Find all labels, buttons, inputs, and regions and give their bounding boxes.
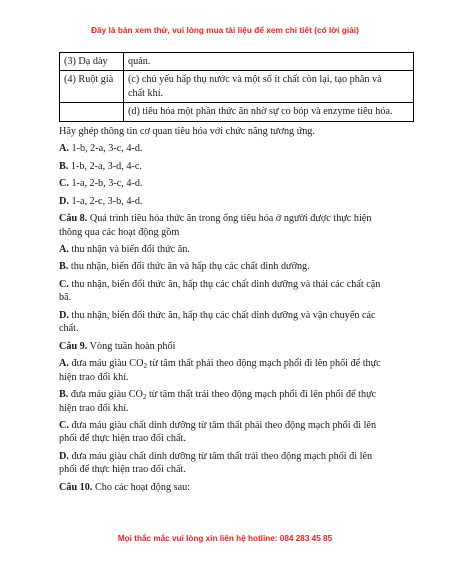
table-row <box>60 103 414 121</box>
question-9: Câu 9. Vòng tuần hoàn phổi <box>59 340 176 352</box>
q8-option-d: D. thu nhận, biến đổi thức ăn, hấp thụ các chất dinh dưỡng và vận chuyển các <box>59 309 376 321</box>
q9-option-c: C. đưa máu giàu chất dinh dưỡng từ tâm thất phải theo động mạch phổi đi lên <box>59 419 377 431</box>
table-row <box>60 53 414 71</box>
table-row <box>60 71 414 103</box>
hotline-banner: Mọi thắc mắc vui lòng xin liên hệ hotline: 084 283 45 85 <box>117 534 333 543</box>
question-7-prompt: Hãy ghép thông tin cơ quan tiêu hóa với chức năng tương ứng. <box>59 125 315 137</box>
q7-option-c: C. 1-a, 2-b, 3-c, 4-d. <box>59 178 143 190</box>
option-letter: C. <box>59 419 69 431</box>
option-letter: B. <box>59 389 69 401</box>
q9-option-b: B. đưa máu giàu $CO_2$ từ tâm thất trái theo động mạch phổi đi lên phổi để thực <box>59 389 377 402</box>
q9-option-d-cont: phổi để thực hiện trao đổi chất. <box>59 464 186 476</box>
q7-option-a: A. 1-b, 2-a, 3-c, 4-d. <box>59 143 143 155</box>
q7-option-b: B. 1-b, 2-a, 3-d, 4-c. <box>59 160 142 172</box>
q9-option-a-cont: hiện trao đổi khí. <box>59 371 129 383</box>
table-cell-organ: (3) Dạ dày <box>60 53 124 71</box>
q7-option-d: D. 1-a, 2-c, 3-b, 4-d. <box>59 195 143 207</box>
question-label: Câu 8. <box>59 213 88 225</box>
question-10: Câu 10. Cho các hoạt động sau: <box>59 481 191 493</box>
q8-option-c: C. thu nhận, biến đổi thức ăn, hấp thụ các chất dinh dưỡng và thải các chất cặn <box>59 278 381 290</box>
q8-option-b: B. thu nhận, biến đổi thức ăn và hấp thụ các chất dinh dưỡng. <box>59 261 310 273</box>
table-cell-function: quản. <box>124 53 414 71</box>
option-letter: C. <box>59 178 69 190</box>
table-cell-function: (d) tiêu hóa một phần thức ăn nhờ sự co bóp và enzyme tiêu hóa. <box>124 103 414 121</box>
q9-option-d: D. đưa máu giàu chất dinh dưỡng từ tâm thất trái theo động mạch phổi đi lên <box>59 450 373 462</box>
question-label: Câu 10. <box>59 481 93 493</box>
document-body <box>59 52 414 494</box>
table-cell-organ <box>60 103 124 121</box>
option-letter: A. <box>59 243 69 255</box>
option-letter: A. <box>59 143 69 155</box>
option-letter: D. <box>59 450 69 462</box>
q8-option-c-cont: bã. <box>59 292 72 304</box>
option-letter: A. <box>59 358 69 370</box>
q9-option-a: A. đưa máu giàu $CO_2$ từ tâm thất phải theo động mạch phổi đi lên phổi để thực <box>59 358 381 371</box>
option-letter: D. <box>59 309 69 321</box>
q9-option-b-cont: hiện trao đổi khí. <box>59 402 129 414</box>
q8-option-d-cont: chất. <box>59 323 79 335</box>
q9-option-c-cont: phổi để thực hiện trao đổi chất. <box>59 433 186 445</box>
option-letter: B. <box>59 160 69 172</box>
option-letter: B. <box>59 261 69 273</box>
question-label: Câu 9. <box>59 340 88 352</box>
table-cell-function: (c) chủ yếu hấp thụ nước và một số ít chất còn lại, tạo phân và chất khí. <box>124 71 414 103</box>
preview-notice-banner: Đây là bản xem thử, vui lòng mua tài liệu để xem chi tiết (có lời giải) <box>91 26 359 35</box>
question-8: Câu 8. Quá trình tiêu hóa thức ăn trong ống tiêu hóa ở người được thực hiện <box>59 213 372 225</box>
option-letter: D. <box>59 195 69 207</box>
option-letter: C. <box>59 278 69 290</box>
organ-function-table <box>59 52 414 122</box>
question-8-line2: thông qua các hoạt động gồm <box>59 226 180 238</box>
table-cell-organ: (4) Ruột già <box>60 71 124 103</box>
q8-option-a: A. thu nhận và biến đổi thức ăn. <box>59 243 190 255</box>
